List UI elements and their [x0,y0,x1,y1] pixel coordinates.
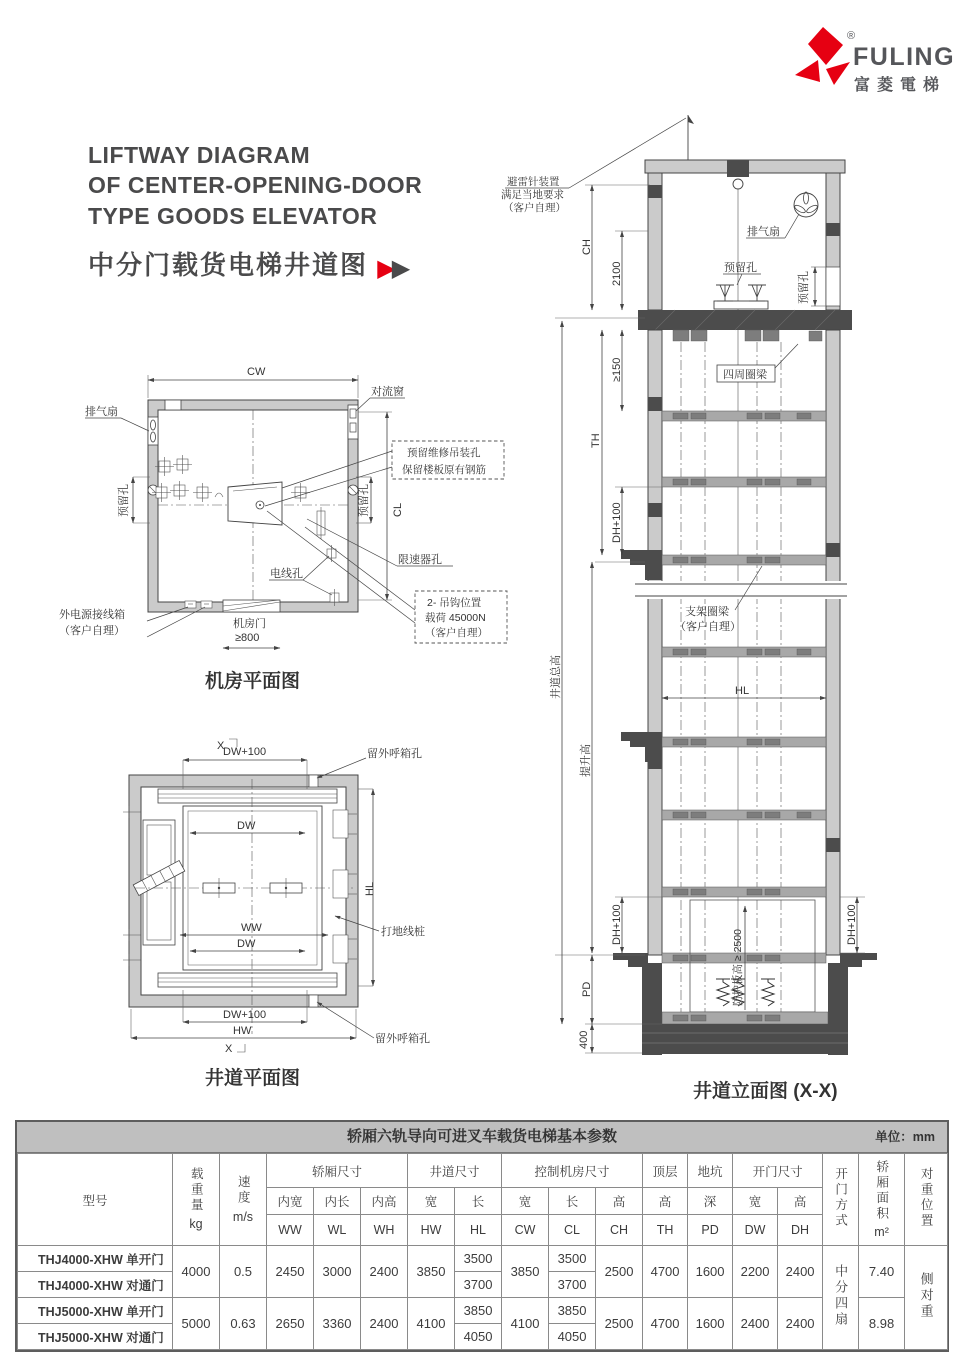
guide-rails [681,342,781,1012]
col-model: 型号 [18,1154,173,1246]
logo-mark-icon [795,27,850,85]
callbox-notch-bottom [309,995,318,1007]
col-group-car: 轿厢尺寸 [267,1154,408,1188]
svg-text:HL: HL [364,881,376,896]
svg-text:满足当地要求: 满足当地要求 [501,189,564,201]
machine-room-plan-caption: 机房平面图 [205,671,301,692]
brand-logo [750,25,960,103]
svg-text:保留楼板原有钢筋: 保留楼板原有钢筋 [402,464,486,476]
label-exhaust-fan-ev [746,214,799,238]
svg-text:CH: CH [581,239,593,255]
table-row: THJ4000-XHW 单开门 4000 0.5 2450 3000 2400 3850 3500 3850 3500 2500 4700 1600 2200 2400 中分四扇 7.40 侧对重 [18,1246,948,1272]
svg-text:DW: DW [237,938,256,950]
shaft-elevation [495,105,945,1110]
svg-text:≥150: ≥150 [611,357,623,382]
col-pit: 地坑 [688,1154,733,1188]
dim-th [590,330,602,555]
col-group-ctrl: 控制机房尺寸 [502,1154,643,1188]
label-reserved-hole-left: 预留孔 [118,484,130,517]
svg-text:400: 400 [578,1030,590,1049]
table-title: 轿厢六轨导向可进叉车载货电梯基本参数 [346,1128,617,1145]
label-governor-hole [307,519,453,566]
label-callbox-top [317,746,422,778]
label-callbox-bottom [317,1002,430,1045]
shaft-wall-right [826,330,840,955]
dim-2100 [611,231,623,310]
label-ring-beam [717,344,798,382]
hook-block [727,160,749,177]
svg-text:留外呼箱孔: 留外呼箱孔 [375,1033,430,1045]
svg-text:PD: PD [581,981,593,997]
logo-registered: ® [847,30,856,42]
svg-text:CL: CL [392,502,404,517]
svg-text:（客户自理）: （客户自理） [675,621,741,633]
dim-dw-inner-bottom [190,938,305,951]
shaft-wall-left [648,330,662,955]
table-row: THJ4000-XHW 对通门 3700 3700 [18,1272,948,1298]
svg-text:2100: 2100 [611,261,623,286]
slab-sill-blocks [673,330,822,341]
svg-text:预留孔: 预留孔 [798,271,810,304]
logo-brand-cn: 富菱電梯 [854,77,947,94]
spec-table [17,1153,948,1350]
hook-pulley [733,179,743,189]
dim-hl [662,685,826,698]
svg-text:DH+100: DH+100 [611,502,623,543]
header-row-code: WW WL WH HW HL CW CL CH TH PD DW DH [18,1215,948,1246]
table-row: THJ5000-XHW 单开门 5000 0.63 2650 3360 2400 4100 3850 4100 3850 2500 4700 1600 2400 2400 8.98 [18,1298,948,1324]
col-cwt: 对重位置 [905,1154,948,1246]
exhaust-fan-symbol [794,192,819,217]
red-triangle-icon: ▶ [377,255,398,283]
pit-bottom-slab [642,1024,848,1054]
dim-reserved-hole-right-wall [796,267,815,306]
dim-total-height [548,321,562,1024]
col-speed: 速度 m/s [220,1154,267,1246]
dim-reserved-hole-left [116,477,150,523]
svg-text:排气扇: 排气扇 [747,226,780,238]
svg-text:对流窗: 对流窗 [371,386,404,398]
svg-text:电线孔: 电线孔 [270,568,303,580]
svg-text:HW: HW [233,1025,252,1037]
shaft-plan [95,732,465,1110]
lightning-rod [688,115,694,160]
col-load: 载重量 kg [173,1154,220,1246]
svg-text:HL: HL [735,685,750,697]
header-row-cn: 内宽 内长 内高 宽 长 宽 长 高 高 深 宽 高 [18,1188,948,1215]
table-title-bar [17,1122,947,1153]
dim-travel [578,562,592,953]
svg-text:DH+100: DH+100 [611,904,623,945]
label-machine-room-door [223,616,280,648]
svg-text:TH: TH [590,433,602,448]
dark-triangle-icon: ▶ [391,255,413,283]
svg-text:（客户自理）: （客户自理） [503,202,566,214]
svg-text:（客户自理）: （客户自理） [425,627,488,639]
table-unit: 单位：mm [875,1130,935,1144]
svg-text:预留孔: 预留孔 [724,262,757,274]
title-chinese: 中分门载货电梯井道图 ▶▶ [88,250,413,283]
pit-floor-band [662,1012,828,1024]
shaft-plan-caption: 井道平面图 [205,1068,301,1089]
label-exhaust-fan [85,404,149,431]
fan-opening [148,417,158,445]
machine-room-plan [55,355,488,700]
svg-text:限速器孔: 限速器孔 [398,554,442,566]
label-wire-hole [269,556,332,595]
machine-floor-slab [638,310,852,330]
dim-dh100-lower-right [846,897,858,953]
col-top-floor: 顶层 [643,1154,688,1188]
dim-pd [581,955,593,1024]
hoisting-machine-symbol [714,285,768,309]
svg-text:WW: WW [241,922,262,934]
logo-brand-text: FULING [853,43,956,71]
title-line-1: LIFTWAY DIAGRAM [88,142,311,168]
wire-hole-symbols [327,545,339,606]
svg-text:DW: DW [237,820,256,832]
top-wall-notch [165,400,181,410]
col-group-shaft: 井道尺寸 [408,1154,502,1188]
label-reserved-hole-right: 预留孔 [358,484,370,517]
sheet-title [88,140,422,283]
cell-cwt: 侧对重 [905,1246,948,1350]
machine-room-door [223,600,280,612]
dim-hl [358,789,376,986]
landing-door-sill-bottom [158,973,337,987]
elevation-caption: 井道立面图 (X-X) [693,1081,838,1102]
section-mark-bottom [225,1043,245,1055]
label-reserved-hole-machine [723,260,761,285]
svg-text:排气扇: 排气扇 [85,406,118,418]
svg-text:留外呼箱孔: 留外呼箱孔 [367,748,422,760]
svg-text:X: X [217,740,225,752]
col-open-mode: 开门方式 [823,1154,859,1246]
label-bracket-beam [675,566,762,633]
parameter-table [15,1120,949,1352]
dim-ge150 [611,330,623,411]
svg-text:CW: CW [247,366,266,378]
svg-text:2- 吊钩位置: 2- 吊钩位置 [427,597,482,609]
label-convection-window [356,384,405,411]
dim-ww [180,922,328,935]
svg-text:外电源接线箱: 外电源接线箱 [59,609,125,621]
svg-text:DH+100: DH+100 [846,904,858,945]
svg-text:支架圈梁: 支架圈梁 [685,606,729,618]
svg-text:预留维修吊装孔: 预留维修吊装孔 [407,447,481,459]
dim-ch [581,185,593,310]
svg-text:DW+100: DW+100 [223,1009,267,1021]
dim-dw-inner-top [190,820,305,833]
svg-text:（客户自理）: （客户自理） [59,625,125,637]
col-area: 轿厢面积 m² [859,1154,905,1246]
dim-dh100-upper [611,487,623,555]
title-line-3: TYPE GOODS ELEVATOR [88,202,378,229]
landing-door-sill-top [158,789,337,803]
dim-cw [148,366,358,398]
reserved-hole-right-symbol [348,485,358,495]
break-lines [633,581,849,599]
svg-text:提升高: 提升高 [580,744,592,777]
table-row: THJ5000-XHW 对通门 4050 4050 [18,1324,948,1350]
svg-text:X: X [225,1043,233,1055]
svg-text:载荷 45000N: 载荷 45000N [425,612,486,624]
cell-open-mode: 中分四扇 [823,1246,859,1350]
svg-text:≥800: ≥800 [235,632,260,644]
title-line-2: OF CENTER-OPENING-DOOR [88,172,423,199]
dim-400 [578,1024,592,1053]
svg-text:DW+100: DW+100 [223,746,267,758]
svg-text:四周圈梁: 四周圈梁 [723,369,767,381]
col-group-door: 开门尺寸 [733,1154,823,1188]
buffer-springs [716,979,775,1006]
svg-text:避雷针装置: 避雷针装置 [507,176,560,188]
svg-text:机房门: 机房门 [233,618,266,630]
dim-dh100-lower-left [611,897,623,953]
svg-text:打地线桩: 打地线桩 [381,926,425,938]
svg-text:防护板高 ≥ 2500: 防护板高 ≥ 2500 [732,929,744,1006]
callbox-notch-top [309,775,318,787]
svg-text:井道总高: 井道总高 [550,655,562,699]
